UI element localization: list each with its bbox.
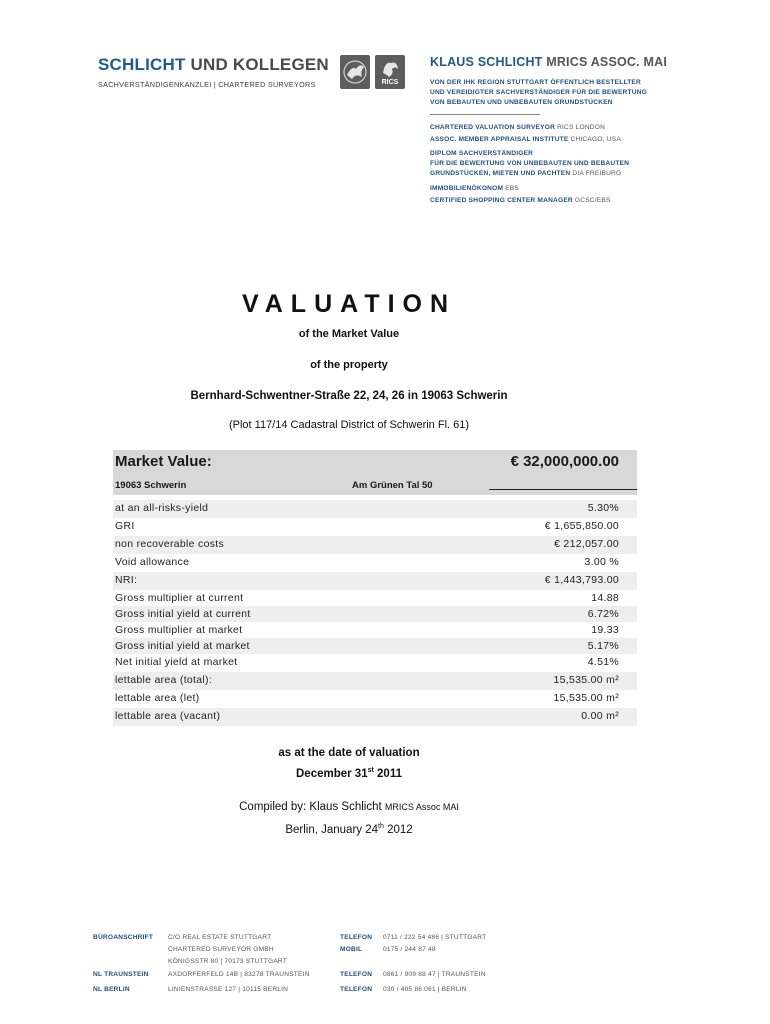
table-row bbox=[113, 518, 637, 536]
appointment-line-1: VON DER IHK REGION STUTTGART ÖFFENTLICH BESTELLTER bbox=[430, 79, 641, 86]
row-label: lettable area (total): bbox=[115, 674, 213, 686]
row-label: Gross initial yield at market bbox=[115, 640, 250, 652]
firm-name-part1: SCHLICHT bbox=[98, 55, 186, 74]
credential-7: CERTIFIED SHOPPING CENTER MANAGER GCSC/EBS bbox=[430, 197, 611, 204]
table-row bbox=[113, 572, 637, 590]
subtitle-line-2: of the property bbox=[310, 359, 388, 371]
appointment-line-3: VON BEBAUTEN UND UNBEBAUTEN GRUNDSTÜCKEN bbox=[430, 99, 613, 106]
table-row bbox=[113, 536, 637, 554]
table-row bbox=[113, 672, 637, 690]
footer-berlin-address: LINIENSTRASSE 127 | 10115 BERLIN bbox=[168, 986, 289, 993]
compiled-by: Compiled by: Klaus Schlicht MRICS Assoc MAI bbox=[239, 801, 459, 813]
market-value-underline bbox=[489, 489, 637, 490]
footer-berlin-label: NL BERLIN bbox=[93, 986, 130, 993]
credential-4: FÜR DIE BEWERTUNG VON UNBEBAUTEN UND BEBAUTEN bbox=[430, 160, 630, 167]
document-title: VALUATION bbox=[241, 290, 457, 318]
person-name bbox=[430, 55, 667, 69]
footer-postal-label: BÜROANSCHRIFT bbox=[93, 934, 154, 941]
firm-subtitle: SACHVERSTÄNDIGENKANZLEI | CHARTERED SURVEYORS bbox=[98, 80, 316, 89]
footer-mobile-value: 0175 / 244 87 48 bbox=[383, 946, 436, 953]
row-label: Void allowance bbox=[115, 556, 190, 568]
firm-name-part2: UND KOLLEGEN bbox=[190, 55, 329, 74]
row-label: GRI bbox=[115, 520, 135, 532]
valuation-date: December 31st 2011 bbox=[296, 767, 402, 780]
footer-traunstein-label: NL TRAUNSTEIN bbox=[93, 971, 149, 978]
footer-berlin-phone-label: TELEFON bbox=[340, 986, 373, 993]
footer-traunstein-phone-label: TELEFON bbox=[340, 971, 373, 978]
row-label: at an all-risks-yield bbox=[115, 502, 209, 514]
row-value: 6.72% bbox=[587, 608, 619, 620]
credential-5: GRUNDSTÜCKEN, MIETEN UND PACHTEN DIA FREIBURG bbox=[430, 170, 622, 177]
row-value: € 212,057.00 bbox=[554, 538, 619, 550]
person-name-part1: KLAUS SCHLICHT bbox=[430, 55, 543, 69]
market-value-header bbox=[113, 450, 637, 478]
row-label: non recoverable costs bbox=[115, 538, 225, 550]
rics-logo bbox=[375, 55, 405, 89]
table-row bbox=[113, 500, 637, 518]
row-value: 3.00 % bbox=[584, 556, 619, 568]
table-row bbox=[113, 638, 637, 654]
footer-phone-label: TELEFON bbox=[340, 934, 373, 941]
footer-mobile-label: MOBIL bbox=[340, 946, 363, 953]
row-value: 5.17% bbox=[587, 640, 619, 652]
row-value: 14.88 bbox=[591, 592, 619, 604]
valuation-date-intro: as at the date of valuation bbox=[278, 747, 420, 759]
row-label: NRI: bbox=[115, 574, 138, 586]
market-value-location bbox=[113, 478, 637, 495]
plot-reference: (Plot 117/14 Cadastral District of Schwerin Fl. 61) bbox=[228, 419, 470, 431]
footer-phone-value: 0711 / 222 54 486 | STUTTGART bbox=[383, 934, 487, 941]
row-label: Net initial yield at market bbox=[115, 656, 238, 668]
eagle-logo-icon bbox=[340, 55, 370, 89]
row-label: lettable area (let) bbox=[115, 692, 200, 704]
credential-1: CHARTERED VALUATION SURVEYOR RICS LONDON bbox=[430, 124, 606, 131]
location-street: Am Grünen Tal 50 bbox=[352, 480, 433, 491]
valuation-rows bbox=[113, 500, 637, 726]
footer-traunstein-phone: 0861 / 909 88 47 | TRAUNSTEIN bbox=[383, 971, 486, 978]
table-row bbox=[113, 654, 637, 672]
footer-berlin-phone: 030 / 405 86 061 | BERLIN bbox=[383, 986, 467, 993]
credential-2: ASSOC. MEMBER APPRAISAL INSTITUTE CHICAGO, USA bbox=[430, 136, 621, 143]
footer-traunstein-address: AXDORFERFELD 14B | 83278 TRAUNSTEIN bbox=[168, 971, 310, 978]
footer-postal-line-2: CHARTERED SURVEYOR GMBH bbox=[168, 946, 274, 953]
property-address: Bernhard-Schwentner-Straße 22, 24, 26 in 19063 Schwerin bbox=[190, 390, 508, 402]
appointment-line-2: UND VEREIDIGTER SACHVERSTÄNDIGER FÜR DIE BEWERTUNG bbox=[430, 89, 647, 96]
row-label: Gross initial yield at current bbox=[115, 608, 251, 620]
row-value: € 1,655,850.00 bbox=[544, 520, 619, 532]
letterhead-divider bbox=[430, 114, 540, 115]
row-label: Gross multiplier at current bbox=[115, 592, 244, 604]
table-row bbox=[113, 708, 637, 726]
row-value: 19.33 bbox=[591, 624, 619, 636]
table-row bbox=[113, 554, 637, 572]
credential-6: IMMOBILIENÖKONOM EBS bbox=[430, 185, 519, 192]
row-value: 0.00 m² bbox=[581, 710, 619, 722]
market-value-amount: € 32,000,000.00 bbox=[510, 453, 619, 470]
rics-logo-text: RICS bbox=[381, 79, 399, 86]
row-value: 4.51% bbox=[587, 656, 619, 668]
row-label: Gross multiplier at market bbox=[115, 624, 243, 636]
credential-3: DIPLOM SACHVERSTÄNDIGER bbox=[430, 150, 534, 157]
row-value: € 1,443,793.00 bbox=[544, 574, 619, 586]
subtitle-line-1: of the Market Value bbox=[298, 328, 400, 340]
place-date: Berlin, January 24th 2012 bbox=[285, 823, 413, 836]
table-row bbox=[113, 606, 637, 622]
table-row bbox=[113, 690, 637, 708]
row-value: 15,535.00 m² bbox=[553, 692, 619, 704]
footer-postal-line-1: C/O REAL ESTATE STUTTGART bbox=[168, 934, 272, 941]
row-value: 15,535.00 m² bbox=[553, 674, 619, 686]
market-value-label: Market Value: bbox=[115, 453, 212, 470]
footer-postal-line-3: KÖNIGSSTR 80 | 70173 STUTTGART bbox=[168, 958, 287, 965]
row-value: 5.30% bbox=[587, 502, 619, 514]
valuation-table bbox=[113, 450, 637, 726]
person-name-part2: MRICS ASSOC. MAI bbox=[546, 55, 668, 69]
location-city: 19063 Schwerin bbox=[115, 480, 187, 491]
firm-name bbox=[98, 55, 329, 75]
row-label: lettable area (vacant) bbox=[115, 710, 221, 722]
table-row bbox=[113, 590, 637, 606]
table-row bbox=[113, 622, 637, 638]
